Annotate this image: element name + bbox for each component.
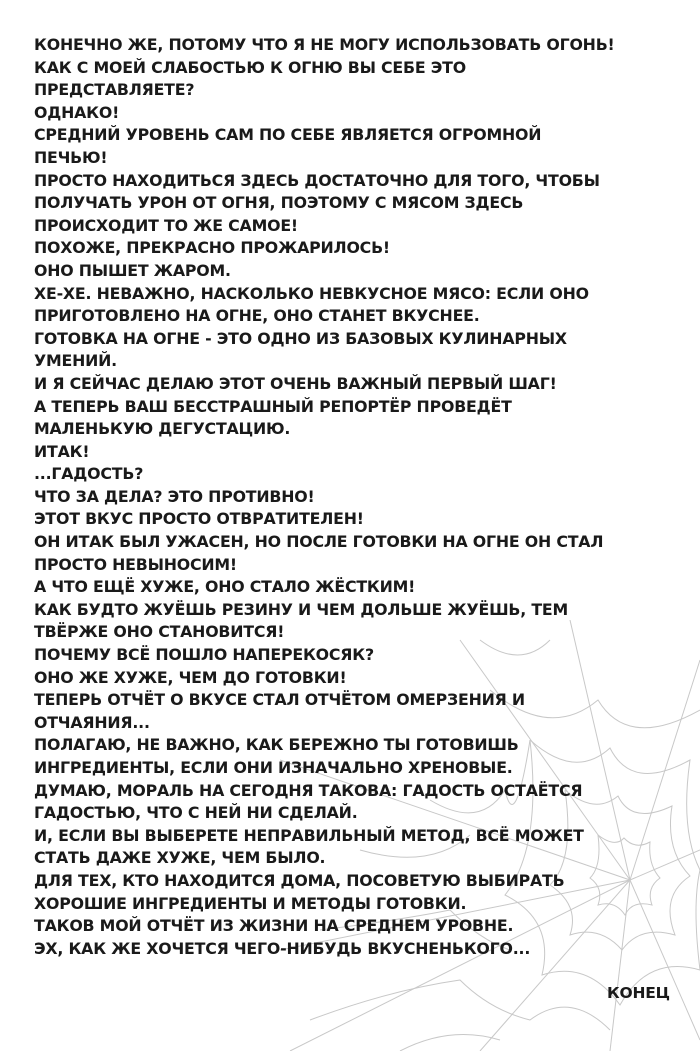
text-line: ИТАК! bbox=[34, 441, 90, 461]
text-line: ЭХ, КАК ЖЕ ХОЧЕТСЯ ЧЕГО-НИБУДЬ ВКУСНЕНЬКОГО... bbox=[34, 938, 531, 958]
text-line: СРЕДНИЙ УРОВЕНЬ САМ ПО СЕБЕ ЯВЛЯЕТСЯ ОГРОМНОЙ bbox=[34, 125, 542, 145]
text-line: СТАТЬ ДАЖЕ ХУЖЕ, ЧЕМ БЫЛО. bbox=[34, 848, 326, 868]
text-line: ТАКОВ МОЙ ОТЧЁТ ИЗ ЖИЗНИ НА СРЕДНЕМ УРОВНЕ. bbox=[34, 916, 514, 936]
text-line: ПРИГОТОВЛЕНО НА ОГНЕ, ОНО СТАНЕТ ВКУСНЕЕ. bbox=[34, 306, 480, 326]
text-line: ПОЛАГАЮ, НЕ ВАЖНО, КАК БЕРЕЖНО ТЫ ГОТОВИШЬ bbox=[34, 735, 519, 755]
text-line: ХОРОШИЕ ИНГРЕДИЕНТЫ И МЕТОДЫ ГОТОВКИ. bbox=[34, 893, 467, 913]
text-line: ДЛЯ ТЕХ, КТО НАХОДИТСЯ ДОМА, ПОСОВЕТУЮ ВЫБИРАТЬ bbox=[34, 870, 565, 890]
text-line: ПОХОЖЕ, ПРЕКРАСНО ПРОЖАРИЛОСЬ! bbox=[34, 238, 390, 258]
text-line: КОНЕЧНО ЖЕ, ПОТОМУ ЧТО Я НЕ МОГУ ИСПОЛЬЗОВАТЬ ОГОНЬ! bbox=[34, 35, 615, 54]
text-line: ХЕ-ХЕ. НЕВАЖНО, НАСКОЛЬКО НЕВКУСНОЕ МЯСО: ЕСЛИ ОНО bbox=[34, 283, 589, 303]
text-line: ПЕЧЬЮ! bbox=[34, 147, 108, 167]
text-line: ПРОИСХОДИТ ТО ЖЕ САМОЕ! bbox=[34, 215, 298, 235]
text-line: ОНО ПЫШЕТ ЖАРОМ. bbox=[34, 260, 231, 280]
text-line: ПРЕДСТАВЛЯЕТЕ? bbox=[34, 80, 195, 100]
text-line: ...ГАДОСТЬ? bbox=[34, 464, 144, 484]
text-line: И, ЕСЛИ ВЫ ВЫБЕРЕТЕ НЕПРАВИЛЬНЫЙ МЕТОД, ВСЁ МОЖЕТ bbox=[34, 825, 584, 845]
text-line: ОДНАКО! bbox=[34, 102, 120, 122]
text-line: А ЧТО ЕЩЁ ХУЖЕ, ОНО СТАЛО ЖЁСТКИМ! bbox=[34, 577, 416, 597]
text-line: МАЛЕНЬКУЮ ДЕГУСТАЦИЮ. bbox=[34, 419, 291, 439]
text-line: ЭТОТ ВКУС ПРОСТО ОТВРАТИТЕЛЕН! bbox=[34, 509, 364, 529]
text-line: ИНГРЕДИЕНТЫ, ЕСЛИ ОНИ ИЗНАЧАЛЬНО ХРЕНОВЫЕ. bbox=[34, 758, 513, 777]
text-line: А ТЕПЕРЬ ВАШ БЕССТРАШНЫЙ РЕПОРТЁР ПРОВЕДЁТ bbox=[34, 396, 512, 416]
text-line: И Я СЕЙЧАС ДЕЛАЮ ЭТОТ ОЧЕНЬ ВАЖНЫЙ ПЕРВЫЙ ШАГ! bbox=[34, 373, 557, 393]
text-line: ПРОСТО НАХОДИТЬСЯ ЗДЕСЬ ДОСТАТОЧНО ДЛЯ ТОГО, ЧТОБЫ bbox=[34, 170, 600, 190]
text-line: УМЕНИЙ. bbox=[34, 351, 117, 371]
text-line: КАК С МОЕЙ СЛАБОСТЬЮ К ОГНЮ ВЫ СЕБЕ ЭТО bbox=[34, 57, 466, 77]
report-text bbox=[34, 34, 684, 960]
text-line: ЧТО ЗА ДЕЛА? ЭТО ПРОТИВНО! bbox=[34, 486, 315, 506]
text-line: ГОТОВКА НА ОГНЕ - ЭТО ОДНО ИЗ БАЗОВЫХ КУЛИНАРНЫХ bbox=[34, 328, 567, 348]
text-line: ТВЁРЖЕ ОНО СТАНОВИТСЯ! bbox=[34, 622, 285, 642]
text-line: ОНО ЖЕ ХУЖЕ, ЧЕМ ДО ГОТОВКИ! bbox=[34, 667, 347, 687]
text-line: ДУМАЮ, МОРАЛЬ НА СЕГОДНЯ ТАКОВА: ГАДОСТЬ ОСТАЁТСЯ bbox=[34, 780, 583, 800]
text-line: ПОЛУЧАТЬ УРОН ОТ ОГНЯ, ПОЭТОМУ С МЯСОМ ЗДЕСЬ bbox=[34, 193, 524, 213]
text-line: ПРОСТО НЕВЫНОСИМ! bbox=[34, 554, 237, 574]
ending-label: КОНЕЦ bbox=[607, 984, 670, 1002]
text-line: ОН ИТАК БЫЛ УЖАСЕН, НО ПОСЛЕ ГОТОВКИ НА ОГНЕ ОН СТАЛ bbox=[34, 532, 604, 552]
text-line: ПОЧЕМУ ВСЁ ПОШЛО НАПЕРЕКОСЯК? bbox=[34, 645, 374, 665]
text-line: КАК БУДТО ЖУЁШЬ РЕЗИНУ И ЧЕМ ДОЛЬШЕ ЖУЁШЬ, ТЕМ bbox=[34, 599, 569, 619]
text-line: ТЕПЕРЬ ОТЧЁТ О ВКУСЕ СТАЛ ОТЧЁТОМ ОМЕРЗЕНИЯ И bbox=[34, 690, 525, 710]
text-line: ГАДОСТЬЮ, ЧТО С НЕЙ НИ СДЕЛАЙ. bbox=[34, 803, 358, 823]
text-line: ОТЧАЯНИЯ... bbox=[34, 712, 150, 732]
